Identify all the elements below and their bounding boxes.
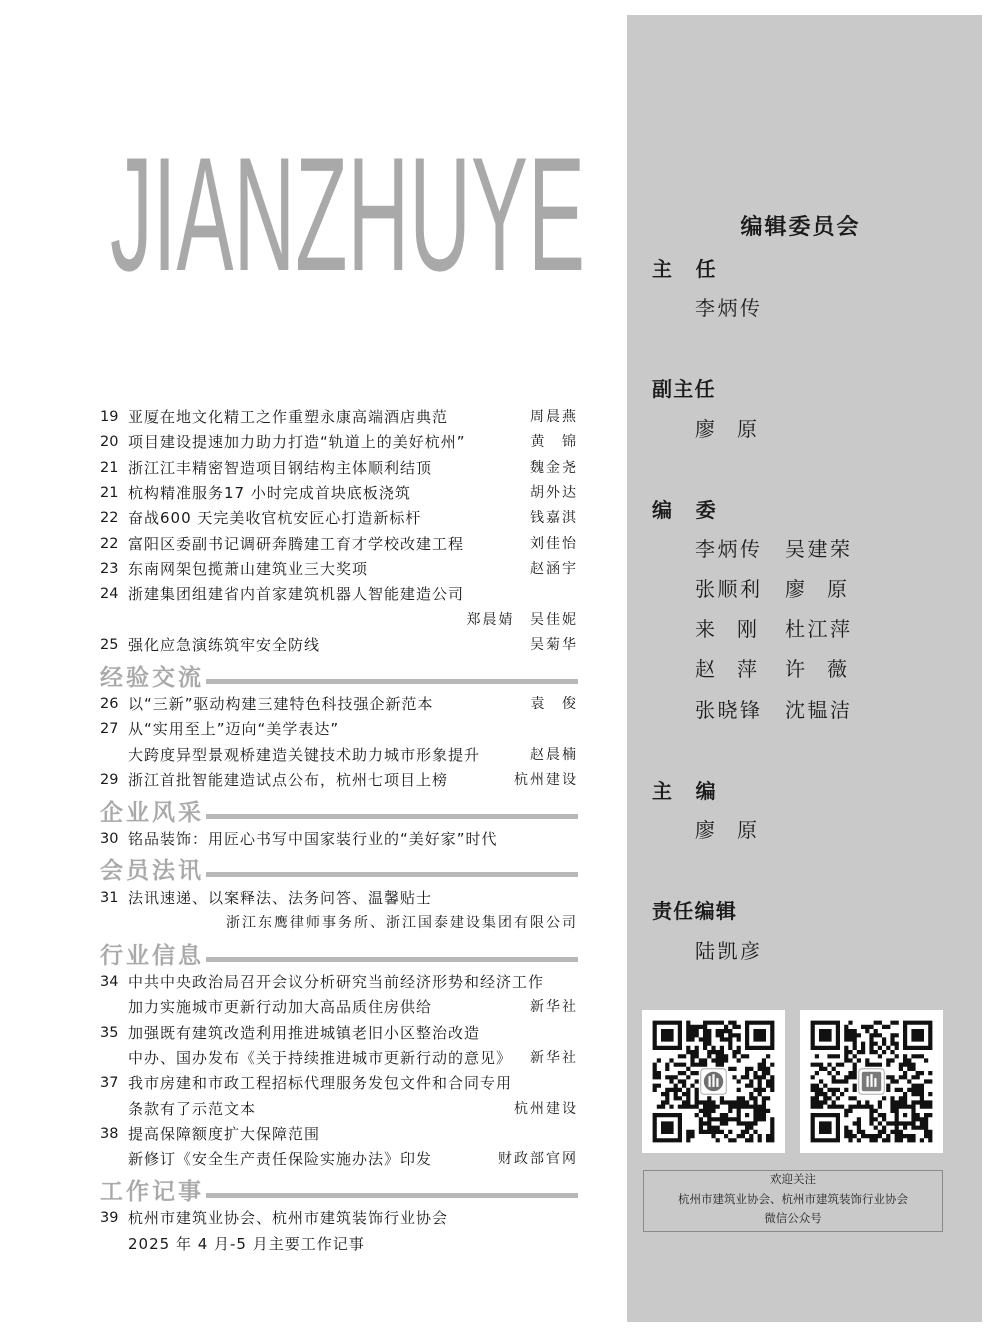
entry-author: 胡外达 [530, 485, 578, 501]
toc-entry-continuation [100, 995, 578, 1020]
entry-title: 中共中央政治局召开会议分析研究当前经济形势和经济工作 [128, 973, 545, 991]
entry-title: 杭构精准服务17 小时完成首块底板浇筑 [128, 483, 411, 502]
member-name: 赵 萍 [695, 659, 760, 681]
page-number: 21 [100, 459, 119, 476]
entry-title: 提高保障额度扩大保障范围 [128, 1124, 321, 1143]
entry-author: 财政部官网 [498, 1152, 578, 1168]
entry-author: 钱嘉淇 [530, 511, 578, 527]
page-number: 35 [100, 1024, 119, 1041]
member-name: 许 薇 [785, 659, 850, 681]
toc-entry [100, 827, 578, 852]
toc-entry [100, 532, 578, 557]
entry-title: 项目建设提速加力助力打造“轨道上的美好杭州” [128, 433, 466, 452]
toc-entry [100, 405, 578, 430]
masthead [100, 130, 600, 290]
page-number: 21 [100, 484, 119, 501]
entry-author: 周晨燕 [530, 410, 578, 425]
page-number: 37 [100, 1075, 119, 1092]
entry-author: 赵涵宇 [530, 561, 578, 577]
toc-entry [100, 886, 578, 911]
toc-entry [100, 1071, 578, 1096]
toc-entry [100, 582, 578, 607]
page-number: 26 [100, 695, 119, 712]
page-number: 22 [100, 535, 119, 552]
page-number: 29 [100, 771, 119, 788]
toc-entry [100, 768, 578, 793]
page-number: 38 [100, 1125, 119, 1142]
director-name: 李炳传 [695, 298, 763, 320]
section-heading [100, 1173, 578, 1207]
toc-entry-continuation [100, 911, 578, 936]
editorial-panel [627, 15, 982, 1322]
section-heading-text: 企业风采 [100, 799, 204, 826]
page-number: 24 [100, 586, 119, 603]
entry-author: 新华社 [530, 1051, 578, 1066]
role-deputy-director: 副主任 [652, 377, 716, 401]
section-heading-text: 工作记事 [100, 1178, 204, 1205]
page-number: 22 [100, 510, 119, 527]
entry-author: 魏金尧 [530, 460, 578, 476]
entry-author: 杭州建设 [514, 772, 578, 788]
entry-title: 东南网架包揽萧山建筑业三大奖项 [128, 559, 369, 578]
toc-entry [100, 506, 578, 531]
toc-entry [100, 970, 578, 995]
role-members: 编 委 [652, 498, 717, 522]
toc-entry-continuation [100, 608, 578, 633]
section-rule [206, 872, 578, 877]
section-heading [100, 658, 578, 692]
entry-title: 亚厦在地文化精工之作重塑永康高端酒店典范 [128, 408, 449, 426]
section-heading [100, 793, 578, 827]
section-heading-text: 经验交流 [100, 664, 204, 691]
responsible-editor-name: 陆凯彦 [695, 941, 763, 963]
page-number: 20 [100, 434, 119, 451]
follow-notice [643, 1170, 943, 1232]
entry-title: 新修订《安全生产责任保险实施办法》印发 [128, 1150, 433, 1169]
toc-entry [100, 456, 578, 481]
page-number: 19 [100, 409, 119, 425]
qr-code-icon [800, 1010, 943, 1153]
toc-entry [100, 1021, 578, 1046]
member-name: 来 刚 [695, 619, 760, 641]
qr-code-icon [642, 1010, 785, 1153]
page-number: 39 [100, 1210, 119, 1227]
section-heading-text: 会员法讯 [100, 858, 204, 885]
page-number: 25 [100, 636, 119, 653]
role-director: 主 任 [652, 257, 717, 281]
entry-title: 中办、国办发布《关于持续推进城市更新行动的意见》 [128, 1049, 513, 1067]
toc-entry [100, 430, 578, 455]
toc-entry [100, 1122, 578, 1147]
entry-title: 大跨度异型景观桥建造关键技术助力城市形象提升 [128, 745, 481, 764]
entry-author: 浙江东鹰律师事务所、浙江国泰建设集团有限公司 [226, 916, 578, 932]
member-name: 沈韫洁 [785, 700, 853, 722]
entry-title: 杭州市建筑业协会、杭州市建筑装饰行业协会 [128, 1209, 449, 1228]
entry-title: 浙建集团组建省内首家建筑机器人智能建造公司 [128, 585, 465, 604]
entry-title: 浙江首批智能建造试点公布，杭州七项目上榜 [128, 770, 449, 789]
entry-title: 条款有了示范文本 [128, 1099, 257, 1118]
follow-line-3: 微信公众号 [764, 1213, 822, 1225]
entry-title: 法讯速递、以案释法、法务问答、温馨贴士 [128, 888, 433, 907]
toc-entry-continuation [100, 1147, 578, 1172]
section-rule [206, 1193, 578, 1198]
toc-entry-continuation [100, 1232, 578, 1257]
toc-entry-continuation [100, 743, 578, 768]
member-name: 吴建荣 [785, 539, 853, 561]
page-number: 34 [100, 974, 119, 990]
section-rule [206, 814, 578, 819]
follow-line-1: 欢迎关注 [770, 1174, 816, 1186]
role-editor-in-chief: 主 编 [652, 779, 717, 803]
follow-line-2: 杭州市建筑业协会、杭州市建筑装饰行业协会 [678, 1193, 908, 1206]
entry-title: 2025 年 4 月-5 月主要工作记事 [128, 1234, 365, 1253]
deputy-director-name: 廖 原 [695, 419, 760, 441]
member-name: 张顺利 [695, 579, 763, 601]
entry-author: 郑晨婧 吴佳妮 [466, 612, 578, 628]
member-name: 杜江萍 [785, 619, 853, 641]
editor-in-chief-name: 廖 原 [695, 820, 760, 842]
entry-title: 铭品装饰：用匠心书写中国家装行业的“美好家”时代 [128, 829, 498, 848]
entry-title: 以“三新”驱动构建三建特色科技强企新范本 [128, 694, 434, 713]
toc-entry [100, 717, 578, 742]
entry-title: 富阳区委副书记调研奔腾建工育才学校改建工程 [128, 534, 465, 553]
page-number: 27 [100, 721, 119, 738]
entry-title: 从“实用至上”迈向“美学表达” [128, 720, 340, 739]
page-number: 30 [100, 830, 119, 847]
entry-author: 黄 锦 [530, 435, 578, 451]
section-rule [206, 957, 578, 962]
toc-entry [100, 557, 578, 582]
entry-author: 吴菊华 [530, 637, 578, 653]
entry-author: 新华社 [530, 1000, 578, 1016]
entry-author: 刘佳怡 [530, 536, 578, 552]
toc-entry-continuation [100, 1046, 578, 1071]
entry-author: 赵晨楠 [530, 747, 578, 763]
toc-entry [100, 1206, 578, 1231]
entry-title: 奋战600 天完美收官杭安匠心打造新标杆 [128, 509, 422, 528]
entry-title: 加强既有建筑改造利用推进城镇老旧小区整治改造 [128, 1023, 481, 1042]
entry-author: 袁 俊 [530, 696, 578, 712]
masthead-title: JIANZHUYE [110, 130, 585, 290]
member-name: 李炳传 [695, 539, 763, 561]
section-heading [100, 852, 578, 886]
section-heading [100, 936, 578, 970]
toc-entry-continuation [100, 1097, 578, 1122]
section-heading-text: 行业信息 [100, 942, 204, 969]
entry-title: 浙江江丰精密智造项目钢结构主体顺利结顶 [128, 458, 433, 477]
member-name: 廖 原 [785, 579, 850, 601]
toc-entry [100, 481, 578, 506]
role-responsible-editor: 责任编辑 [652, 899, 738, 923]
entry-title: 我市房建和市政工程招标代理服务发包文件和合同专用 [128, 1074, 513, 1093]
editorial-board-heading: 编辑委员会 [740, 214, 861, 239]
toc-entry [100, 692, 578, 717]
page-number: 31 [100, 889, 119, 906]
page-number: 23 [100, 560, 119, 577]
entry-title: 加力实施城市更新行动加大高品质住房供给 [128, 998, 433, 1017]
section-rule [206, 679, 578, 684]
toc-entry [100, 633, 578, 658]
entry-author: 杭州建设 [514, 1101, 578, 1117]
entry-title: 强化应急演练筑牢安全防线 [128, 635, 321, 654]
member-name: 张晓锋 [695, 700, 763, 722]
